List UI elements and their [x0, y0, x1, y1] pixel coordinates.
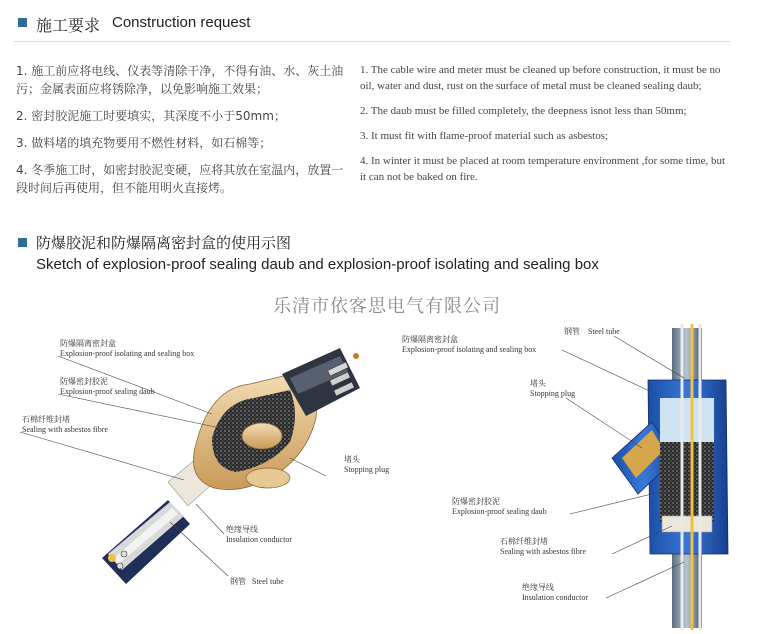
left-label-cond-en: Insulation conductor: [226, 535, 292, 544]
right-label-plug-en: Stopping plug: [530, 389, 576, 398]
right-daub: [660, 442, 714, 522]
left-label-tube-cn: 钢管: [230, 577, 246, 586]
requirement-en-item: 4. In winter it must be placed at room temperature environment ,for some time, but it can not be baked on fire.: [360, 155, 726, 183]
left-label-box-cn: 防爆隔离密封盒: [60, 339, 116, 348]
section-title-cn: 施工要求: [36, 16, 101, 35]
sketch-title-en: Sketch of explosion-proof sealing daub and explosion-proof isolating and sealing box: [36, 256, 599, 273]
right-label-tube-cn: 钢管: [564, 327, 580, 336]
company-watermark: 乐清市依客思电气有限公司: [273, 296, 501, 317]
requirement-cn-item: 2. 密封胶泥施工时要填实，其深度不小于50mm；: [16, 109, 286, 123]
right-label-fibre-cn: 石棉纤维封堵: [500, 537, 548, 546]
left-label-cond-cn: 绝缘导线: [226, 525, 258, 534]
right-sealing-box-diagram: [402, 324, 728, 630]
requirements-en-list: [360, 62, 732, 194]
construction-request-header: [14, 11, 730, 42]
right-label-cond-en: Insulation conductor: [522, 593, 588, 602]
left-sealing-box-diagram: [20, 338, 389, 586]
requirements-cn-list: [16, 62, 348, 206]
requirement-cn-item: 4. 冬季施工时，如密封胶泥变硬，应将其放在室温内，放置一段时间后再使用，但不能用明火直接烤。: [16, 163, 344, 195]
left-label-daub-cn: 防爆密封胶泥: [60, 377, 108, 386]
left-stopping-plug: [246, 468, 290, 488]
left-label-box-en: Explosion-proof isolating and sealing box: [60, 349, 195, 358]
right-label-box-cn: 防爆隔离密封盒: [402, 335, 458, 344]
left-label-plug-en: Stopping plug: [344, 465, 390, 474]
requirement-cn-item: 3. 做料堵的填充物要用不燃性材料，如石棉等；: [16, 136, 272, 150]
section-marker-icon: [18, 238, 27, 247]
sealing-diagrams: [0, 318, 774, 634]
left-label-fibre-en: Sealing with asbestos fibre: [22, 425, 108, 434]
requirement-en-item: 3. It must fit with flame-proof material such as asbestos;: [360, 130, 609, 142]
left-label-daub-en: Explosion-proof sealing daub: [60, 387, 155, 396]
sketch-title-cn: 防爆胶泥和防爆隔离密封盒的使用示图: [36, 234, 292, 252]
left-label-tube-en: Steel tube: [252, 577, 284, 586]
right-label-daub-en: Explosion-proof sealing daub: [452, 507, 547, 516]
right-label-daub-cn: 防爆密封胶泥: [452, 497, 500, 506]
requirement-en-item: 2. The daub must be filled completely, the deepness isnot less than 50mm;: [360, 105, 687, 117]
left-label-plug-cn: 堵头: [344, 455, 360, 464]
right-label-box-en: Explosion-proof isolating and sealing box: [402, 345, 537, 354]
right-asbestos-fibre: [662, 516, 712, 532]
left-label-fibre-cn: 石棉纤维封堵: [22, 415, 70, 424]
right-label-cond-cn: 绝缘导线: [522, 583, 554, 592]
section-marker-icon: [18, 18, 27, 27]
requirement-en-item: 1. The cable wire and meter must be cleaned up before construction, it must be no oil, water and dust, rust on the surface of metal must be cleaned sealing daub;: [360, 64, 721, 92]
requirement-cn-item: 1. 施工前应将电线、仪表等清除干净，不得有油、水、灰土油污；金属表面应将锈除净，以免影响施工效果；: [16, 64, 344, 96]
section-title-en: Construction request: [112, 14, 251, 31]
right-label-plug-cn: 堵头: [530, 379, 546, 388]
right-label-fibre-en: Sealing with asbestos fibre: [500, 547, 586, 556]
right-label-tube-en: Steel tube: [588, 327, 620, 336]
